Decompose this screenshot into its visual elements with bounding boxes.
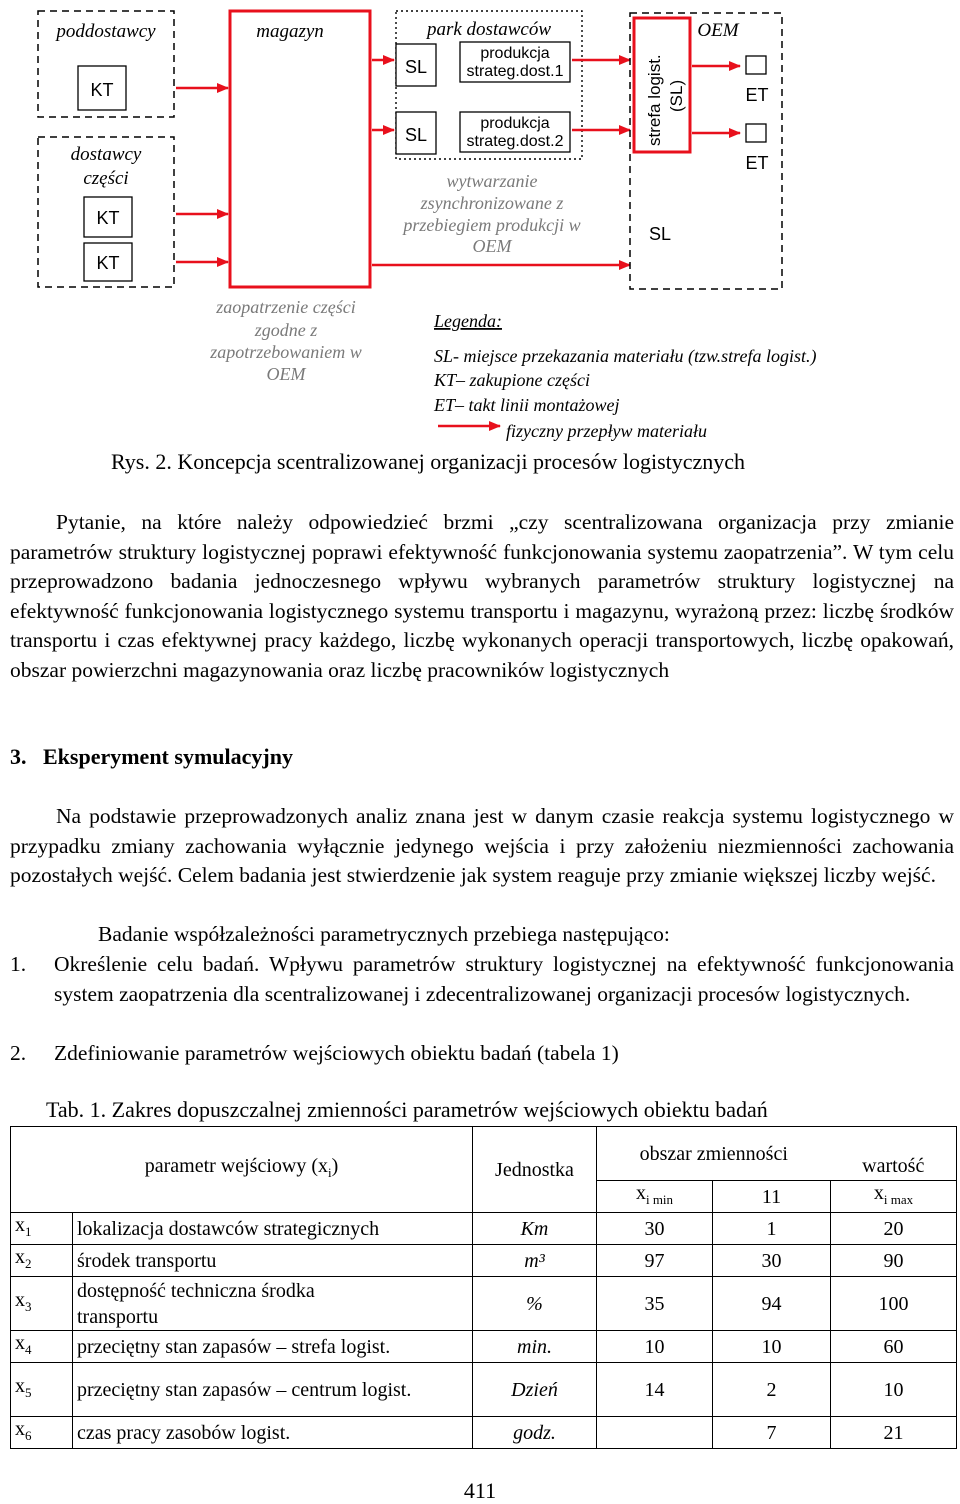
warehouse-label: magazyn <box>256 21 324 42</box>
table-row <box>11 1213 957 1245</box>
row-min: 10 <box>597 1331 713 1363</box>
row-symbol: $x_2$ <box>11 1245 73 1277</box>
production-2-label-1: produkcja <box>480 115 550 132</box>
logistics-zone-label-2: (SL) <box>667 79 686 112</box>
row-parameter: lokalizacja dostawców strategicznych <box>73 1213 473 1245</box>
row-parameter: dostępność techniczna środka transportu <box>73 1277 473 1331</box>
parameters-table <box>10 1126 957 1449</box>
row-mid: 2 <box>713 1363 831 1417</box>
legend-item: KT– zakupione części <box>434 370 590 390</box>
row-min: 35 <box>597 1277 713 1331</box>
row-min: 30 <box>597 1213 713 1245</box>
row-unit: Km <box>473 1213 597 1245</box>
parts-suppliers-label-1: dostawcy <box>70 144 142 165</box>
row-min <box>597 1417 713 1449</box>
header-xmin: $x_{i min}$ <box>597 1181 713 1213</box>
row-unit: Dzień <box>473 1363 597 1417</box>
oem-label: OEM <box>697 20 739 41</box>
et-box <box>746 56 766 74</box>
et-label: ET <box>745 85 769 105</box>
row-max: 10 <box>831 1363 957 1417</box>
header-xmax: $x_{i max}$ <box>831 1181 957 1213</box>
legend-item: SL- miejsce przekazania materiału (tzw.strefa logist.) <box>434 346 817 366</box>
sync-note-1: wytwarzanie <box>446 171 538 191</box>
row-max: 90 <box>831 1245 957 1277</box>
row-mid: 7 <box>713 1417 831 1449</box>
list-item-text: Określenie celu badań. Wpływu parametrów struktury logistycznej na efektywność funkcjonowania system zaopatrzenia dla scentralizowanej i zdecentralizowanej organizacji procesów logistycznych. <box>54 952 954 1006</box>
supplier-park-label: park dostawców <box>426 19 552 40</box>
row-parameter: środek transportu <box>73 1245 473 1277</box>
row-symbol: $x_6$ <box>11 1417 73 1449</box>
paragraph-3: Badanie współzależności parametrycznych przebiega następująco: <box>98 922 670 946</box>
list-item <box>0 950 960 1040</box>
row-min: 14 <box>597 1363 713 1417</box>
table-row <box>11 1245 957 1277</box>
et-label: ET <box>745 153 769 173</box>
supply-note-2: zgodne z <box>254 320 318 340</box>
row-parameter: przeciętny stan zapasów – strefa logist. <box>73 1331 473 1363</box>
supply-note-4: OEM <box>266 364 306 384</box>
row-unit: m³ <box>473 1245 597 1277</box>
sl-label: SL <box>648 224 672 244</box>
row-mid: 94 <box>713 1277 831 1331</box>
table-header-row <box>11 1127 957 1181</box>
table-row <box>11 1417 957 1449</box>
production-1-label-2: strateg.dost.1 <box>466 63 564 80</box>
row-mid: 10 <box>713 1331 831 1363</box>
header-range: obszar zmienności <box>597 1127 831 1181</box>
supply-note-1: zaopatrzenie części <box>216 297 356 317</box>
page-number: 411 <box>463 1478 497 1503</box>
paragraph-1: Pytanie, na które należy odpowiedzieć brzmi „czy scentralizowana organizacja przy zmianie parametrów struktury logistycznej poprawi efektywność funkcjonowania systemu zaopatrzenia”. W tym celu przeprowadzono badania jednoczesnego wpływu wybranych parametrów struktury logistycznej na efektywność funkcjonowania logistycznego systemu transportu i magazynu, wyrażoną przez: liczbę środków transportu i czas efektywnej pracy każdego, liczbę wykonanych operacji transportowych, liczbę opakowań, obszar powierzchni magazynowania oraz liczbę pracowników logistycznych <box>10 510 954 682</box>
legend-arrow-label: fizyczny przepływ materiału <box>506 421 707 441</box>
header-parameter: parametr wejściowy $(x_i)$ <box>11 1127 473 1213</box>
kt-label: KT <box>90 80 114 100</box>
list-item-number: 2. <box>10 1041 27 1065</box>
logistics-zone-label-1: strefa logist. <box>645 54 664 146</box>
row-symbol: $x_3$ <box>11 1277 73 1331</box>
row-unit: min. <box>473 1331 597 1363</box>
logistics-concept-diagram <box>0 0 960 445</box>
row-max: 100 <box>831 1277 957 1331</box>
sync-note-3: przebiegiem produkcji w <box>403 215 581 235</box>
row-unit: % <box>473 1277 597 1331</box>
row-symbol: $x_1$ <box>11 1213 73 1245</box>
table-row <box>11 1277 957 1331</box>
parts-suppliers-label-2: części <box>83 168 129 189</box>
row-max: 21 <box>831 1417 957 1449</box>
kt-label: KT <box>96 253 120 273</box>
row-symbol: $x_5$ <box>11 1363 73 1417</box>
production-2-label-2: strateg.dost.2 <box>466 133 564 150</box>
warehouse-box <box>230 11 370 287</box>
sl-label: SL <box>404 57 428 77</box>
header-mid: 11 <box>713 1181 831 1213</box>
figure-caption: Rys. 2. Koncepcja scentralizowanej organizacji procesów logistycznych <box>111 449 746 474</box>
sync-note-2: zsynchronizowane z <box>420 193 564 213</box>
suppliers-label: poddostawcy <box>56 21 156 42</box>
row-parameter: czas pracy zasobów logist. <box>73 1417 473 1449</box>
list-item <box>0 1039 960 1069</box>
row-min: 97 <box>597 1245 713 1277</box>
section-heading: 3. Eksperyment symulacyjny <box>10 744 293 769</box>
sync-note-4: OEM <box>472 236 512 256</box>
supply-note-3: zapotrzebowaniem w <box>210 342 362 362</box>
table-caption: Tab. 1. Zakres dopuszczalnej zmienności parametrów wejściowych obiektu badań <box>46 1097 768 1122</box>
table-row <box>11 1331 957 1363</box>
paragraph-2: Na podstawie przeprowadzonych analiz znana jest w danym czasie reakcja systemu logistycznego w przypadku zmiany zachowania wyłącznie jedynego wejścia i przy założeniu niezmienności zachowania pozostałych wejść. Celem badania jest stwierdzenie jak system reaguje przy zmianie większej liczby wejść. <box>10 804 954 887</box>
header-unit: Jednostka <box>473 1127 597 1213</box>
production-1-label-1: produkcja <box>480 45 550 62</box>
et-box <box>746 124 766 142</box>
row-mid: 1 <box>713 1213 831 1245</box>
legend-item: ET– takt linii montażowej <box>434 395 620 415</box>
list-item-number: 1. <box>10 952 27 976</box>
list-item-text: Zdefiniowanie parametrów wejściowych obiektu badań (tabela 1) <box>54 1041 619 1065</box>
kt-label: KT <box>96 208 120 228</box>
row-unit: godz. <box>473 1417 597 1449</box>
row-max: 60 <box>831 1331 957 1363</box>
row-mid: 30 <box>713 1245 831 1277</box>
row-max: 20 <box>831 1213 957 1245</box>
legend-title: Legenda: <box>434 311 502 331</box>
sl-label: SL <box>404 125 428 145</box>
row-symbol: $x_4$ <box>11 1331 73 1363</box>
header-value: wartość <box>831 1127 957 1181</box>
table-row <box>11 1363 957 1417</box>
row-parameter: przeciętny stan zapasów – centrum logist. <box>73 1363 473 1417</box>
